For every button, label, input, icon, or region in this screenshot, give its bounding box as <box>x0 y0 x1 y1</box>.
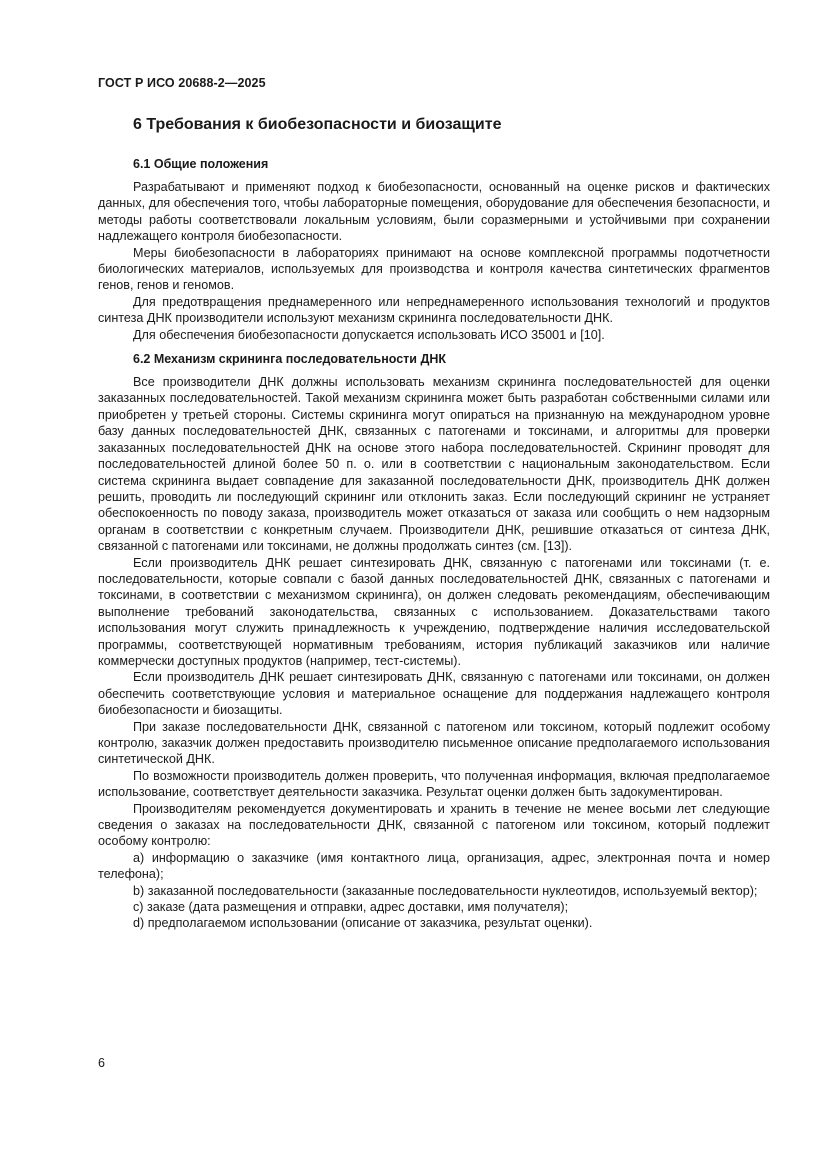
paragraph: При заказе последовательности ДНК, связанной с патогеном или токсином, который подлежит особому контролю, заказчик должен предоставить производителю письменное описание предполагаемого использования синтетической ДНК. <box>98 719 770 767</box>
page-number: 6 <box>98 1056 105 1070</box>
section-title: 6 Требования к биобезопасности и биозащите <box>133 116 502 133</box>
subsection-title-screening: 6.2 Механизм скрининга последовательности ДНК <box>133 352 447 367</box>
paragraph: Все производители ДНК должны использовать механизм скрининга последовательностей для оценки заказанных последовательностей. Такой механизм скрининга может быть разработан собственными силами или приобретен у третьей стороны. Системы скрининга могут опираться на признанную на международном уровне базу данных последовательностей ДНК, связанных с патогенами и токсинами, и алгоритмы для проверки заказанных последовательностей ДНК на основе этого набора последовательностей. Скрининг проводят для последовательностей длиной более 50 п. о. или в соответствии с национальным законодательством. Если система скрининга выдает совпадение для заказанной последовательности ДНК, производитель ДНК должен решить, проводить ли последующий скрининг или отклонить заказ. Если последующий скрининг не устраняет обеспокоенность по поводу заказа, производитель может отказаться от заказа или сообщить о нем надзорным органам в соответствии с конкретным случаем. Производители ДНК, решившие отказаться от синтеза ДНК, связанной с патогенами или токсинами, не должны продолжать синтез (см. [13]). <box>98 375 770 554</box>
paragraph: Если производитель ДНК решает синтезировать ДНК, связанную с патогенами или токсинами, он должен обеспечить соответствующие условия и материальное оснащение для поддержания надлежащего контроля биобезопасности и биозащиты. <box>98 670 770 718</box>
paragraph: Производителям рекомендуется документировать и хранить в течение не менее восьми лет следующие сведения о заказах на последовательности ДНК, связанной с патогеном или токсином, который подлежит особому контролю: <box>98 801 770 849</box>
paragraph: Для предотвращения преднамеренного или непреднамеренного использования технологий и продуктов синтеза ДНК производители используют механизм скрининга последовательности ДНК. <box>98 294 770 326</box>
page-content <box>98 114 770 932</box>
paragraph: Для обеспечения биобезопасности допускается использовать ИСО 35001 и [10]. <box>133 327 605 342</box>
list-item: b) заказанной последовательности (заказанные последовательности нуклеотидов, используемый вектор); <box>133 883 758 898</box>
paragraph: Если производитель ДНК решает синтезировать ДНК, связанную с патогенами или токсинами (т. е. последовательности, которые совпали с базой данных последовательностей ДНК, связанных с патогенами и токсинами, в соответствии с механизмом скрининга), он должен следовать рекомендациям, обеспечивающим выполнение требований законодательства, связанных с использованием. Доказательствами такого использования могут служить принадлежность к учреждению, подтверждение наличия исследовательской программы, соответствующей нормативным требованиям, история публикаций заказчиков или наличие коммерчески доступных продуктов (например, тест-системы). <box>98 555 770 668</box>
subsection-title-general: 6.1 Общие положения <box>133 157 269 171</box>
list-item: c) заказе (дата размещения и отправки, адрес доставки, имя получателя); <box>133 900 569 915</box>
list-item: d) предполагаемом использовании (описание от заказчика, результат оценки). <box>133 916 593 931</box>
paragraph: Разрабатывают и применяют подход к биобезопасности, основанный на оценке рисков и фактических данных, для обеспечения того, чтобы лабораторные помещения, оборудование для обеспечения безопасности, и методы работы соответствовали локальным условиям, были соразмерными и устойчивыми при сохранении надлежащего контроля биобезопасности. <box>98 180 770 244</box>
paragraph: По возможности производитель должен проверить, что полученная информация, включая предполагаемое использование, соответствует деятельности заказчика. Результат оценки должен быть задокументирован. <box>98 768 770 800</box>
paragraph: Меры биобезопасности в лабораториях принимают на основе комплексной программы подотчетности биологических материалов, используемых для производства и контроля качества синтетических фрагментов генов, генов и геномов. <box>98 245 770 293</box>
document-header: ГОСТ Р ИСО 20688-2—2025 <box>98 76 266 90</box>
list-item: a) информацию о заказчике (имя контактного лица, организация, адрес, электронная почта и номер телефона); <box>98 850 770 882</box>
